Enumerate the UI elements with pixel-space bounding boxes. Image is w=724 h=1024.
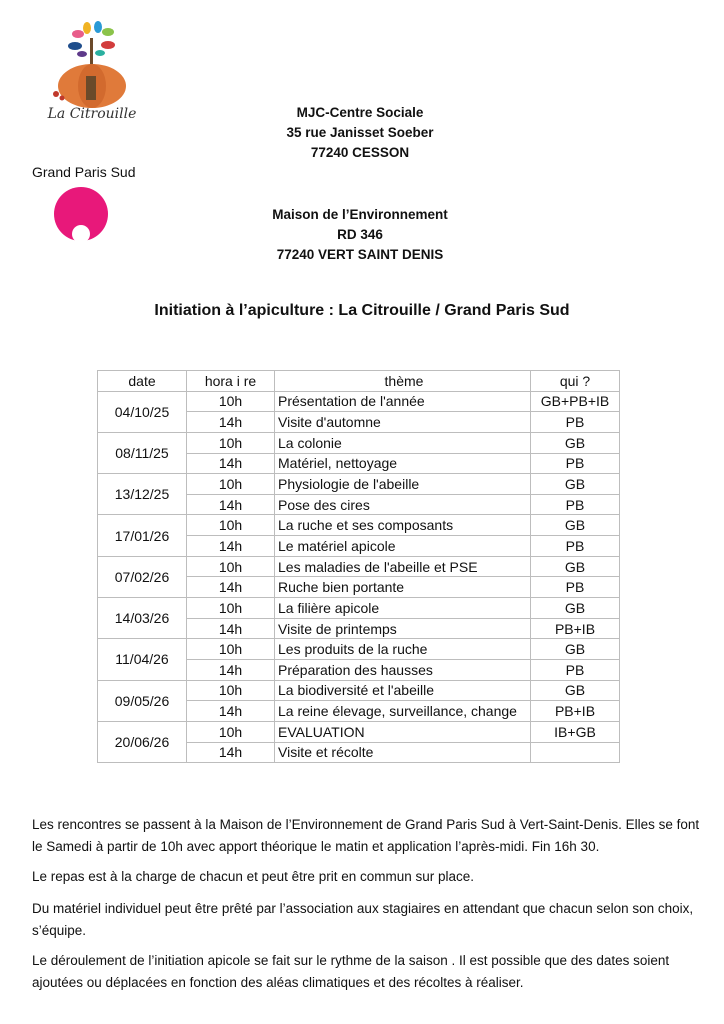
schedule-table	[97, 370, 620, 763]
table-row	[98, 391, 620, 412]
session-theme: Le matériel apicole	[275, 536, 531, 557]
table-row	[98, 432, 620, 453]
session-who: IB+GB	[531, 721, 620, 742]
address-line: RD 346	[337, 227, 383, 242]
session-who	[531, 742, 620, 763]
session-who: GB	[531, 680, 620, 701]
session-theme: Ruche bien portante	[275, 577, 531, 598]
table-header-row	[98, 371, 620, 392]
session-date: 13/12/25	[98, 474, 187, 515]
session-hour: 10h	[187, 515, 275, 536]
session-theme: Physiologie de l'abeille	[275, 474, 531, 495]
header-who: qui ?	[531, 371, 620, 392]
session-hour: 10h	[187, 556, 275, 577]
table-row	[98, 721, 620, 742]
session-theme: La colonie	[275, 432, 531, 453]
session-theme: La ruche et ses composants	[275, 515, 531, 536]
paragraph: Du matériel individuel peut être prêté par l’association aux stagiaires en attendant que chacun selon son choix, s’équipe.	[32, 901, 694, 938]
session-who: GB	[531, 474, 620, 495]
table-row	[98, 598, 620, 619]
session-theme: EVALUATION	[275, 721, 531, 742]
address-line: 35 rue Janisset Soeber	[286, 125, 434, 140]
session-theme: La reine élevage, surveillance, change	[275, 701, 531, 722]
session-date: 04/10/25	[98, 391, 187, 432]
session-date: 11/04/26	[98, 639, 187, 680]
session-date: 07/02/26	[98, 556, 187, 597]
session-theme: La filière apicole	[275, 598, 531, 619]
session-date: 17/01/26	[98, 515, 187, 556]
table-row	[98, 515, 620, 536]
session-hour: 10h	[187, 680, 275, 701]
session-who: GB	[531, 515, 620, 536]
paragraph: Le déroulement de l’initiation apicole se fait sur le rythme de la saison . Il est possible que des dates soient ajoutées ou déplacées en fonction des aléas climatiques et des récoltes à réaliser.	[32, 953, 670, 990]
table-row	[98, 680, 620, 701]
session-who: PB	[531, 659, 620, 680]
session-hour: 14h	[187, 494, 275, 515]
paragraph: Les rencontres se passent à la Maison de l’Environnement de Grand Paris Sud à Vert-Saint-Denis. Elles se font le Samedi à partir de 10h avec apport théorique le matin et application l’après-midi. Fin 16h 30.	[32, 817, 700, 854]
session-who: PB	[531, 577, 620, 598]
session-date: 20/06/26	[98, 721, 187, 762]
session-hour: 14h	[187, 618, 275, 639]
session-theme: La biodiversité et l'abeille	[275, 680, 531, 701]
session-theme: Visite et récolte	[275, 742, 531, 763]
session-hour: 10h	[187, 432, 275, 453]
session-who: PB	[531, 412, 620, 433]
address-vert-saint-denis	[150, 205, 570, 265]
session-hour: 10h	[187, 721, 275, 742]
session-theme: Visite de printemps	[275, 618, 531, 639]
table-row	[98, 556, 620, 577]
table-row	[98, 474, 620, 495]
page-title: Initiation à l’apiculture : La Citrouille / Grand Paris Sud	[154, 302, 570, 319]
session-who: PB+IB	[531, 618, 620, 639]
session-hour: 10h	[187, 474, 275, 495]
session-hour: 10h	[187, 598, 275, 619]
session-date: 08/11/25	[98, 432, 187, 473]
session-theme: Pose des cires	[275, 494, 531, 515]
header-date: date	[98, 371, 187, 392]
address-line: MJC-Centre Sociale	[296, 105, 424, 120]
address-line: 77240 CESSON	[310, 145, 410, 160]
session-theme: Les produits de la ruche	[275, 639, 531, 660]
session-hour: 14h	[187, 659, 275, 680]
session-theme: Visite d'automne	[275, 412, 531, 433]
session-theme: Les maladies de l'abeille et PSE	[275, 556, 531, 577]
session-hour: 10h	[187, 391, 275, 412]
session-hour: 14h	[187, 453, 275, 474]
address-line: 77240 VERT SAINT DENIS	[276, 247, 444, 262]
session-who: PB+IB	[531, 701, 620, 722]
session-theme: Matériel, nettoyage	[275, 453, 531, 474]
session-who: PB	[531, 453, 620, 474]
header-hour: hora i re	[187, 371, 275, 392]
table-row	[98, 639, 620, 660]
session-hour: 14h	[187, 577, 275, 598]
session-hour: 14h	[187, 742, 275, 763]
session-theme: Préparation des hausses	[275, 659, 531, 680]
session-theme: Présentation de l'année	[275, 391, 531, 412]
paragraph: Le repas est à la charge de chacun et peut être prit en commun sur place.	[32, 869, 475, 884]
session-hour: 10h	[187, 639, 275, 660]
session-who: GB+PB+IB	[531, 391, 620, 412]
session-who: PB	[531, 494, 620, 515]
session-date: 09/05/26	[98, 680, 187, 721]
address-line: Maison de l’Environnement	[272, 207, 448, 222]
address-cesson	[150, 103, 570, 163]
session-who: PB	[531, 536, 620, 557]
partner-label: Grand Paris Sud	[32, 164, 136, 180]
header-theme: thème	[275, 371, 531, 392]
session-who: GB	[531, 598, 620, 619]
session-hour: 14h	[187, 536, 275, 557]
session-who: GB	[531, 639, 620, 660]
logo-text: La Citrouille	[47, 106, 137, 122]
session-hour: 14h	[187, 701, 275, 722]
grand-paris-sud-logo	[52, 186, 110, 244]
citrouille-logo	[42, 20, 142, 130]
session-who: GB	[531, 556, 620, 577]
session-who: GB	[531, 432, 620, 453]
info-paragraphs	[32, 814, 702, 1002]
session-date: 14/03/26	[98, 598, 187, 639]
session-hour: 14h	[187, 412, 275, 433]
